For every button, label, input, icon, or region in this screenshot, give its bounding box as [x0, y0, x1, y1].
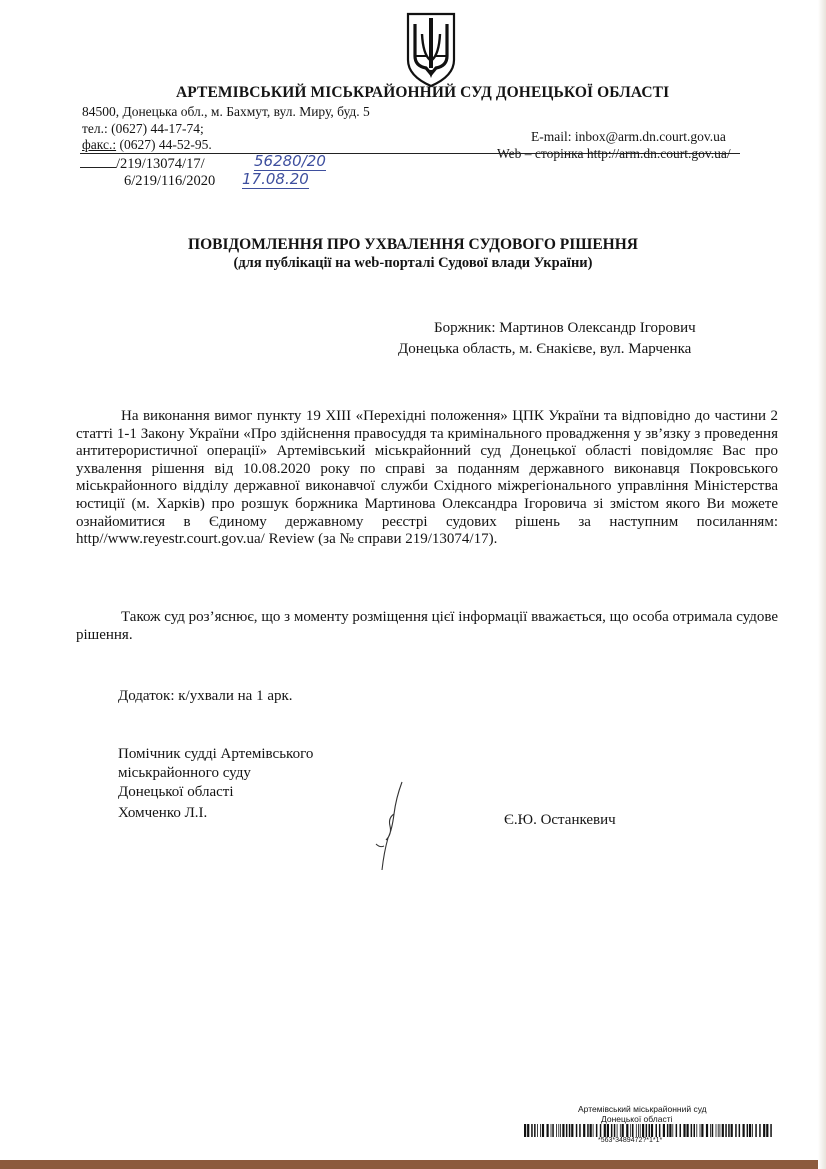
handwritten-registration-number: 56280/20: [254, 152, 326, 170]
barcode-bar: [725, 1124, 727, 1137]
barcode-bar: [759, 1124, 761, 1137]
barcode-bar: [701, 1124, 703, 1137]
barcode-bar: [534, 1124, 536, 1137]
document-subtitle: (для публікації на web-порталі Судової влади України): [233, 255, 593, 271]
barcode-bar: [611, 1124, 613, 1137]
barcode-bar: [659, 1124, 661, 1137]
debtor-address: Донецька область, м. Єнакієве, вул. Марченка: [398, 341, 692, 357]
header-divider: [80, 153, 740, 154]
barcode-bar: [552, 1124, 554, 1137]
barcode-bar: [646, 1124, 648, 1137]
barcode-bar: [728, 1124, 730, 1137]
barcode-bar: [722, 1124, 724, 1137]
barcode-bar: [710, 1124, 711, 1137]
barcode-bar: [696, 1124, 697, 1137]
signatory-position-line-2: міськрайонного суду: [118, 765, 251, 781]
barcode-bar: [531, 1124, 533, 1137]
barcode-bar: [712, 1124, 714, 1137]
footer-court-region: Донецької області: [601, 1114, 673, 1124]
court-address: 84500, Донецька обл., м. Бахмут, вул. Миру, буд. 5: [82, 104, 370, 119]
footer-court-name: Артемівський міськрайонний суд: [578, 1104, 707, 1114]
barcode-bar: [590, 1124, 592, 1137]
barcode-bar: [638, 1124, 639, 1137]
barcode-bar: [593, 1124, 594, 1137]
barcode-bar: [547, 1124, 549, 1137]
document-title: ПОВІДОМЛЕННЯ ПРО УХВАЛЕННЯ СУДОВОГО РІШЕННЯ: [188, 236, 638, 253]
barcode-bar: [569, 1124, 571, 1137]
signatory-name: Хомченко Л.І.: [118, 805, 208, 821]
fax-label: факс.:: [82, 137, 117, 152]
barcode-bar: [587, 1124, 589, 1137]
barcode-bar: [562, 1124, 564, 1137]
barcode-bar: [656, 1124, 658, 1137]
barcode-bar: [731, 1124, 733, 1137]
barcode-bar: [620, 1124, 621, 1137]
barcode-bar: [694, 1124, 696, 1137]
barcode: [524, 1124, 774, 1137]
attachment-note: Додаток: к/ухвали на 1 арк.: [118, 688, 293, 704]
fax-number: (0627) 44-52-95.: [119, 137, 212, 152]
barcode-bar: [596, 1124, 598, 1137]
barcode-bar: [691, 1124, 693, 1137]
barcode-bar: [571, 1124, 573, 1137]
barcode-bar: [556, 1124, 557, 1137]
barcode-bar: [576, 1124, 578, 1137]
barcode-bar: [649, 1124, 651, 1137]
barcode-bar: [542, 1124, 544, 1137]
barcode-bar: [632, 1124, 634, 1137]
barcode-bar: [770, 1124, 772, 1137]
signatory-position-line-1: Помічник судді Артемівського: [118, 746, 314, 762]
barcode-bar: [739, 1124, 741, 1137]
barcode-bar: [743, 1124, 745, 1137]
barcode-bar: [642, 1124, 644, 1137]
barcode-text: *563*3489472?*1*1*: [598, 1137, 663, 1144]
barcode-bar: [683, 1124, 685, 1137]
barcode-bar: [749, 1124, 751, 1137]
court-fax: [82, 137, 212, 153]
barcode-bar: [720, 1124, 721, 1137]
scan-right-edge: [818, 0, 826, 1169]
reference-line-1: [80, 156, 205, 173]
barcode-bar: [600, 1124, 602, 1137]
handwritten-registration-date: 17.08.20: [242, 170, 309, 188]
court-phone: тел.: (0627) 44-17-74;: [82, 121, 204, 136]
handwritten-signature: [362, 778, 422, 874]
barcode-bar: [607, 1124, 609, 1137]
barcode-bar: [537, 1124, 538, 1137]
barcode-bar: [558, 1124, 559, 1137]
scan-bottom-edge: [0, 1160, 826, 1169]
barcode-bar: [752, 1124, 753, 1137]
barcode-bar: [636, 1124, 637, 1137]
barcode-bar: [687, 1124, 689, 1137]
body-paragraph-2: [76, 609, 778, 644]
court-email: E-mail: inbox@arm.dn.court.gov.ua: [531, 129, 726, 144]
barcode-bar: [706, 1124, 708, 1137]
signer-name: Є.Ю. Останкевич: [504, 812, 616, 828]
barcode-bar: [604, 1124, 606, 1137]
barcode-bar: [651, 1124, 653, 1137]
barcode-bar: [527, 1124, 529, 1137]
barcode-bar: [669, 1124, 671, 1137]
debtor-name: Боржник: Мартинов Олександр Ігорович: [434, 320, 696, 336]
barcode-bar: [676, 1124, 678, 1137]
trident-emblem-icon: [402, 10, 460, 90]
barcode-bar: [755, 1124, 757, 1137]
barcode-bar: [614, 1124, 616, 1137]
barcode-bar: [718, 1124, 719, 1137]
body-paragraph-1: [76, 408, 778, 549]
barcode-bar: [540, 1124, 541, 1137]
barcode-bar: [640, 1124, 641, 1137]
signatory-position-line-3: Донецької області: [118, 784, 234, 800]
barcode-bar: [680, 1124, 682, 1137]
barcode-bar: [579, 1124, 581, 1137]
barcode-bar: [700, 1124, 701, 1137]
barcode-bar: [735, 1124, 737, 1137]
barcode-bar: [622, 1124, 624, 1137]
barcode-bar: [626, 1124, 628, 1137]
court-name: АРТЕМІВСЬКИЙ МІСЬКРАЙОННИЙ СУД ДОНЕЦЬКОЇ ОБЛАСТІ: [176, 84, 670, 101]
barcode-bar: [617, 1124, 618, 1137]
body-paragraph-1-text: На виконання вимог пункту 19 ХІІІ «Перехідні положення» ЦПК України та відповідно до частини 2 статті 1-1 Закону України «Про здійснення правосуддя та кримінального провадження у зв’язку з проведення антитерористичної операції» Артемівський міськрайонний суд Донецької області повідомляє Вас про ухвалення рішення від 10.08.2020 року по справі за поданням державного виконавця Покровського міськрайонного відділу державної виконавчої служби Східного міжрегіонального управління Міністерства юстиції (м. Харків) про розшук боржника Мартинова Олександра Ігоровича зі змістом якого Ви можете ознайомитися в Єдиному державному реєстрі судових рішень за наступним посиланням: http//www.reyestr.court.gov.ua/ Review (за № справи 219/13074/17).: [76, 408, 778, 548]
barcode-bar: [560, 1124, 561, 1137]
barcode-bar: [716, 1124, 717, 1137]
barcode-bar: [766, 1124, 768, 1137]
reference-number-2: 6/219/116/2020: [124, 173, 216, 189]
barcode-bar: [630, 1124, 631, 1137]
barcode-bar: [672, 1124, 673, 1137]
barcode-bar: [663, 1124, 665, 1137]
reference-number-1: /219/13074/17/: [116, 156, 205, 172]
body-paragraph-2-text: Також суд роз’яснює, що з моменту розміщення цієї інформації вважається, що особа отримала судове рішення.: [76, 609, 778, 643]
barcode-bar: [667, 1124, 669, 1137]
barcode-bar: [763, 1124, 765, 1137]
barcode-bar: [524, 1124, 526, 1137]
barcode-bar: [583, 1124, 585, 1137]
barcode-bar: [551, 1124, 552, 1137]
barcode-bar: [566, 1124, 568, 1137]
barcode-bar: [747, 1124, 749, 1137]
court-web: Web – сторінка http://arm.dn.court.gov.ua/: [497, 146, 731, 161]
